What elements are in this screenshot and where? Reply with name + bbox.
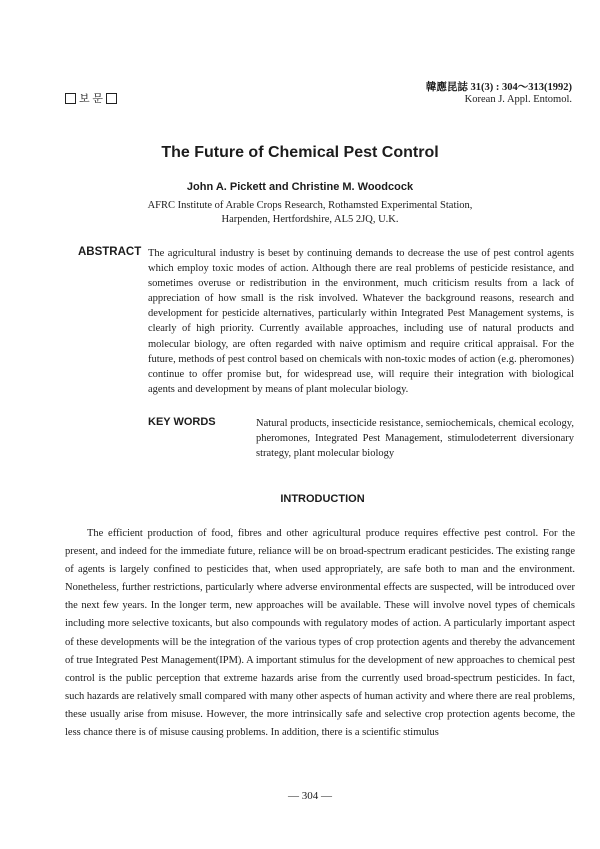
affiliation-line-2: Harpenden, Hertfordshire, AL5 2JQ, U.K. xyxy=(221,213,399,225)
box-right-icon xyxy=(106,93,117,104)
introduction-text: The efficient production of food, fibres and other agricultural produce requires effective pest control. For the present, and indeed for the immediate future, reliance will be on broad-spectrum eradicant pesticides. The existing range of agents is largely confined to pesticides that, when used appropriately, are safe both to man and the environment. Nonetheless, further restrictions, particularly where adverse environmental effects are suspected, will be introduced over the next few years. In the longer term, new approaches will be available. These will involve novel types of chemicals including more selective toxicants, but also compounds with regulatory modes of action. A particularly important aspect of these developments will be the integration of the various types of crop protection agents and thereby the advancement of true Integrated Pest Management(IPM). A important stimulus for the development of new approaches to chemical pest control is the public perception that extreme hazards arise from the currently used broad-spectrum pesticides. In fact, such hazards are relatively small compared with many other aspects of human activity and where there are real problems, these usually arise from misuse. However, the more intrinsically safe and selective crop protection agents become, the less chance there is of misuse causing problems. In addition, there is a scientific stimulus xyxy=(65,528,575,739)
paper-title: The Future of Chemical Pest Control xyxy=(161,144,439,161)
journal-name: Korean J. Appl. Entomol. xyxy=(464,94,572,105)
box-left-icon xyxy=(65,93,76,104)
keywords-text: Natural products, insecticide resistance, semiochemicals, chemical ecology, pheromones, Integrated Pest Management, stimulodeterrent diversionary strategy, plant molecular biology xyxy=(256,418,574,459)
keywords-label: KEY WORDS xyxy=(148,416,216,428)
abstract-text: The agricultural industry is beset by continuing demands to decrease the use of pest control agents which employ toxic modes of action. Although there are real problems of pesticide resistance, and sometimes overuse or redistribution in the environment, much criticism results from a lack of appreciation of how small is the risk involved. Whatever the background reasons, research and development for pesticide alternatives, particularly within Integrated Pest Management systems, is clearly of high priority. Currently available approaches, including use of natural products and molecular biology, are often regarded with naive optimism and require critical appraisal. For the future, methods of pest control based on chemicals with non-toxic modes of action (e.g. pheromones) continue to offer promise but, for widespread use, will require their integration with biological agents and development by means of plant molecular biology. xyxy=(148,248,575,395)
affiliation xyxy=(0,199,600,226)
page-number: — 304 — xyxy=(288,790,332,802)
affiliation-line-1: AFRC Institute of Arable Crops Research, Rothamsted Experimental Station, xyxy=(147,200,473,211)
abstract-label: ABSTRACT xyxy=(78,246,142,258)
article-type-label xyxy=(65,90,117,106)
journal-info xyxy=(426,82,572,106)
introduction-heading: INTRODUCTION xyxy=(280,493,365,505)
authors: John A. Pickett and Christine M. Woodcock xyxy=(186,181,414,193)
journal-citation: 韓應昆誌 31(3) : 304～313(1992) xyxy=(425,82,572,93)
article-type-text: 보 문 xyxy=(79,93,104,105)
